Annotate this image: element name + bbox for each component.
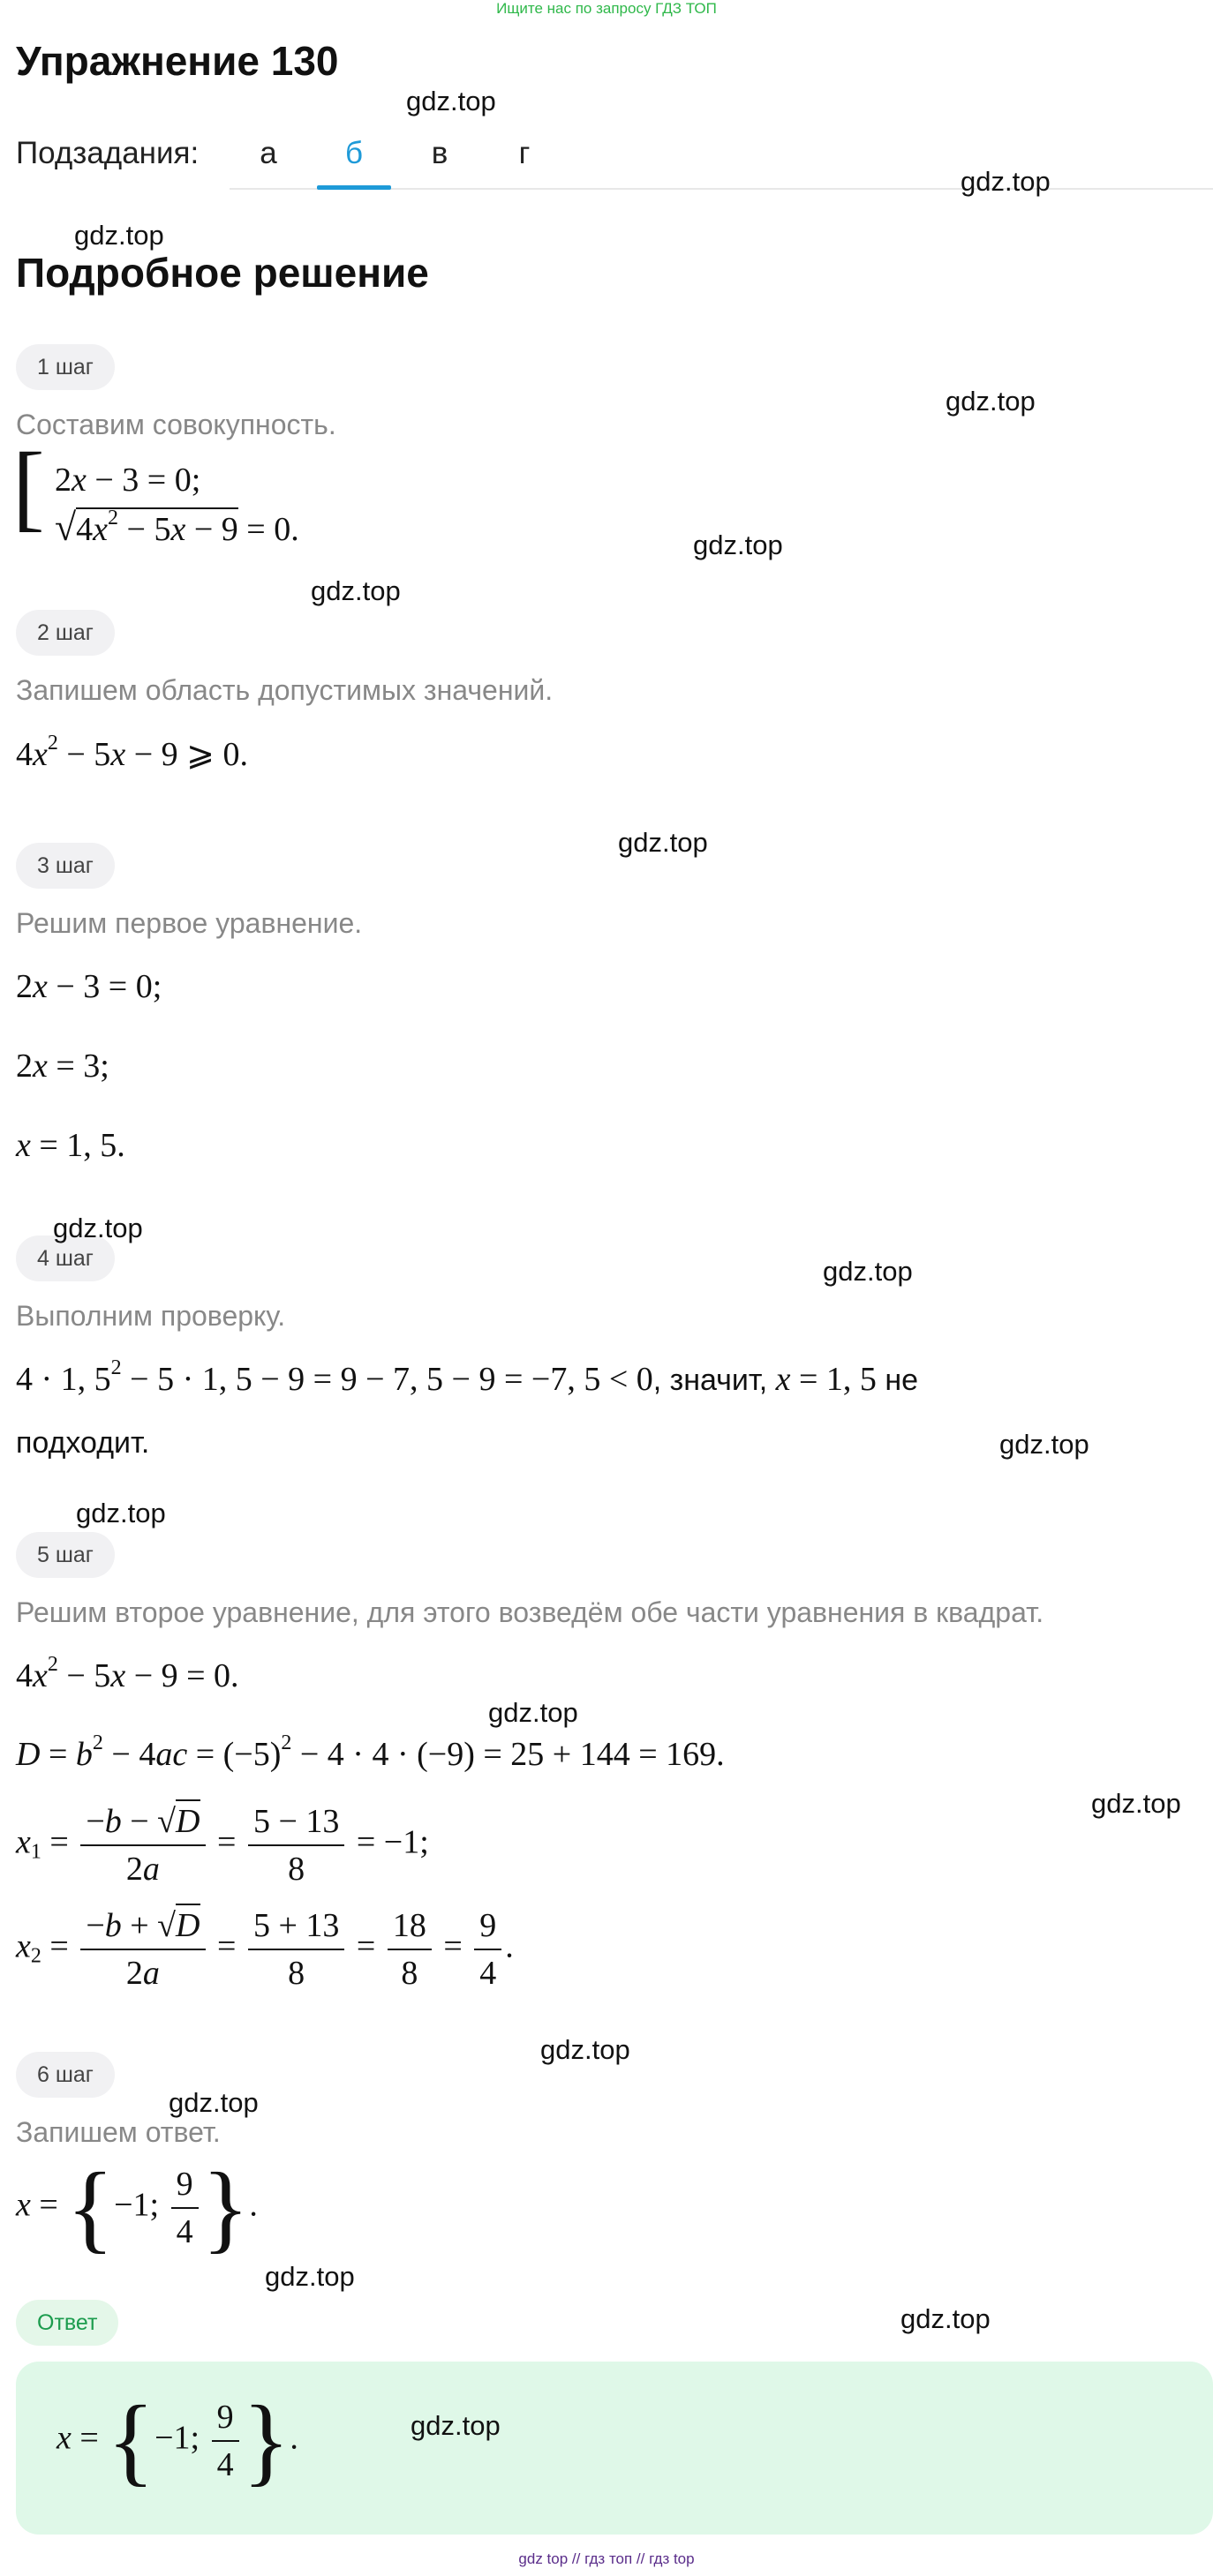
step-4-description: Выполним проверку.	[16, 1300, 286, 1332]
step-3-formula-1: 2x − 3 = 0;	[16, 968, 162, 1005]
square-bracket: [	[12, 432, 45, 540]
step-5-root-2: $x_2$ = $\frac{-b + √D}{2a}$ = $\frac{5 + 13}{8}$ = $\frac{18}{8}$ = $\frac{9}{4}$ .	[16, 1906, 514, 1993]
step-5-badge: 5 шаг	[16, 1532, 115, 1578]
watermark: gdz.top	[265, 2261, 355, 2292]
step-4-text-ne: не	[876, 1363, 919, 1397]
watermark: gdz.top	[311, 575, 401, 606]
step-6-description: Запишем ответ.	[16, 2116, 221, 2148]
tab-subtask-b[interactable]: б	[344, 136, 364, 170]
footer-links[interactable]: gdz top // гдз топ // гдз top	[518, 2550, 695, 2567]
watermark: gdz.top	[411, 2410, 501, 2441]
watermark: gdz.top	[76, 1498, 166, 1528]
step-6-badge: 6 шаг	[16, 2052, 115, 2098]
watermark: gdz.top	[540, 2034, 630, 2065]
watermark: gdz.top	[999, 1429, 1089, 1460]
tab-subtask-a[interactable]: а	[260, 136, 277, 170]
step-1-badge: 1 шаг	[16, 344, 115, 390]
tab-subtask-v[interactable]: в	[431, 136, 448, 170]
step-4-badge: 4 шаг	[16, 1235, 115, 1281]
step-3-formula-2: 2x = 3;	[16, 1048, 109, 1085]
watermark: gdz.top	[618, 827, 708, 858]
step-2-badge: 2 шаг	[16, 610, 115, 656]
step-3-formula-3: x = 1, 5.	[16, 1127, 125, 1164]
step-5-description: Решим второе уравнение, для этого возведём обе части уравнения в квадрат.	[16, 1596, 1044, 1628]
watermark: gdz.top	[488, 1697, 578, 1728]
step-4-text-line2: подходит.	[16, 1426, 150, 1460]
watermark: gdz.top	[406, 86, 496, 116]
step-5-equation: $4x^2 - 5x - 9 = 0$.	[16, 1653, 239, 1694]
watermark: gdz.top	[900, 2303, 991, 2334]
step-1-description: Составим совокупность.	[16, 409, 336, 440]
watermark: gdz.top	[693, 529, 783, 560]
step-5-discriminant: $D = b^2 - 4ac = (-5)^2 - 4 \cdot 4 \cdot (-9) = 25 + 144 = 169$.	[16, 1731, 725, 1773]
watermark: gdz.top	[169, 2087, 259, 2118]
watermark: gdz.top	[961, 166, 1051, 197]
step-4-text-znachit: , значит,	[652, 1363, 776, 1397]
answer-badge: Ответ	[16, 2300, 118, 2346]
step-5-root-1: $x_1$ = $\frac{-b - √D}{2a}$ = $\frac{5 - 13}{8}$ = −1;	[16, 1802, 429, 1889]
active-tab-indicator	[317, 185, 391, 190]
answer-formula: x = {−1; $\frac{9}{4}$ }.	[57, 2386, 298, 2496]
step-2-description: Запишем область допустимых значений.	[16, 674, 554, 706]
step-3-description: Решим первое уравнение.	[16, 907, 363, 939]
section-title: Подробное решение	[16, 250, 429, 296]
watermark: gdz.top	[53, 1213, 143, 1243]
subtasks-label: Подзадания:	[16, 136, 200, 170]
page-title: Упражнение 130	[16, 38, 339, 84]
watermark: gdz.top	[1091, 1788, 1181, 1819]
tab-subtask-g[interactable]: г	[518, 136, 531, 170]
step-2-formula: $4x^2 - 5x - 9$ ⩾ 0.	[16, 732, 248, 773]
step-6-answer-formula: x = {−1; $\frac{9}{4}$ }.	[16, 2153, 258, 2263]
watermark: gdz.top	[74, 220, 164, 251]
watermark: gdz.top	[946, 386, 1036, 417]
promo-banner[interactable]: Ищите нас по запросу ГДЗ ТОП	[496, 0, 717, 17]
step-3-badge: 3 шаг	[16, 843, 115, 889]
watermark: gdz.top	[823, 1256, 913, 1287]
step-4-check: 4 · 1, $5^2 - 5 \cdot 1$, 5 − 9 = 9 − 7, 5 − 9 = −7, 5 < 0, значит, x = 1, 5 не	[16, 1356, 919, 1398]
